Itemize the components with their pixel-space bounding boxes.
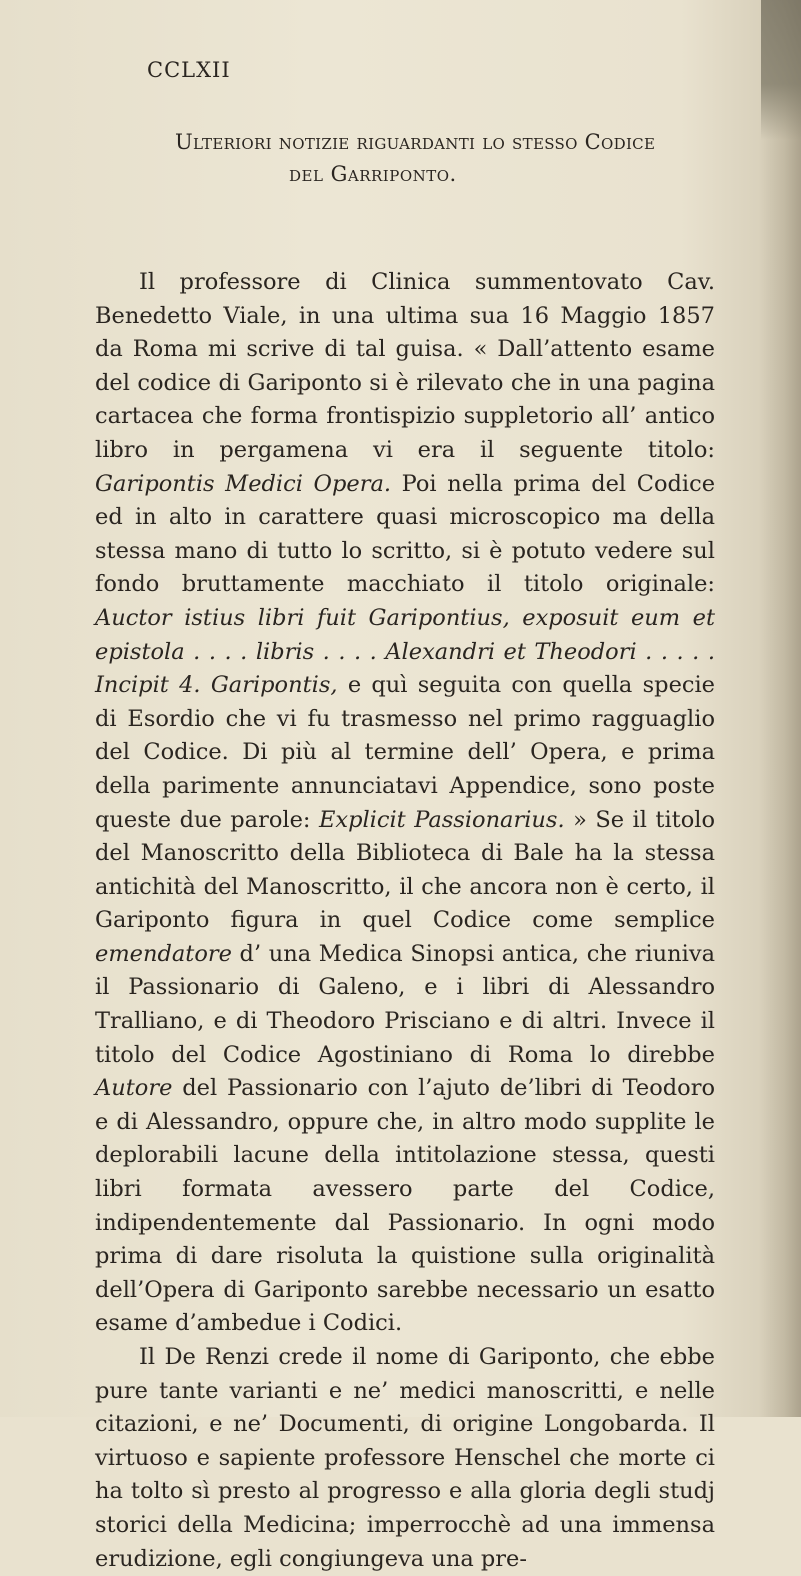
italic-segment: emendatore [95, 940, 232, 967]
paragraph [95, 266, 715, 1341]
text-segment: » Se il titolo del Manoscritto della Biblioteca di Bale ha la stessa antichità del Manoscritto, il che ancora non è certo, il Gariponto figura in quel Codice come semplice [95, 806, 715, 934]
text-segment: Poi nella prima del Codice ed in alto in carattere quasi microscopico ma della stessa mano di tutto lo scritto, si è potuto vedere sul fondo bruttamente macchiato il titolo originale: [95, 470, 716, 598]
text-segment: del Passionario con l’ajuto de’libri di Teodoro e di Alessandro, oppure che, in altro modo supplite le deplorabili lacune della intitolazione stessa, questi libri formata avessero parte del Codice, indipendentemente dal Passionario. In ogni modo prima di dare risoluta la quistione sulla originalità dell’Opera di Gariponto sarebbe necessario un esatto esame d’ambedue i Codici. [95, 1075, 715, 1337]
section-heading-line-2: del Garriponto. [289, 162, 457, 186]
text-segment: e quì seguita con quella specie di Esordio che vi fu trasmesso nel primo ragguaglio del Codice. Di più al termine dell’ Opera, e prima della parimente annunciatavi Appendice, sono poste queste due parole: [95, 672, 715, 833]
body-text [95, 266, 715, 1576]
page-number: CCLXII [147, 58, 231, 82]
page-edge-shadow [759, 0, 801, 1417]
text-segment: Il De Renzi crede il nome di Gariponto, che ebbe pure tante varianti e ne’ medici manoscritti, e nelle citazioni, e ne’ Documenti, di origine Longobarda. Il virtuoso e sapiente professore Henschel che morte ci ha tolto sì presto al progresso e alla gloria degli studj storici della Medicina; imperrocchè ad una immensa erudizione, egli congiungeva una pre- [95, 1344, 715, 1572]
section-heading-line-1: Ulteriori notizie riguardanti lo stesso Codice [175, 130, 656, 154]
paragraph [95, 1341, 715, 1576]
italic-segment: Garipontis Medici Opera. [95, 470, 392, 497]
text-segment: d’ una Medica Sinopsi antica, che riuniva il Passionario di Galeno, e i libri di Alessandro Tralliano, e di Theodoro Prisciano e di altri. Invece il titolo del Codice Agostiniano di Roma lo direbbe [95, 940, 715, 1068]
text-segment: Il professore di Clinica summentovato Cav. Benedetto Viale, in una ultima sua 16 Maggio 1857 da Roma mi scrive di tal guisa. « Dall’attento esame del codice di Gariponto si è rilevato che in una pagina cartacea che forma frontispizio suppletorio all’ antico libro in pergamena vi era il seguente titolo: [95, 269, 715, 463]
italic-segment: Explicit Passionarius. [318, 806, 565, 833]
page-corner-shadow [761, 0, 801, 140]
italic-segment: Auctor istius libri fuit Garipontius, exposuit eum et epistola . . . . libris . . . . Alexandri et Theodori . . . . . Incipit 4. Garipontis, [95, 604, 715, 699]
italic-segment: Autore [95, 1075, 173, 1102]
